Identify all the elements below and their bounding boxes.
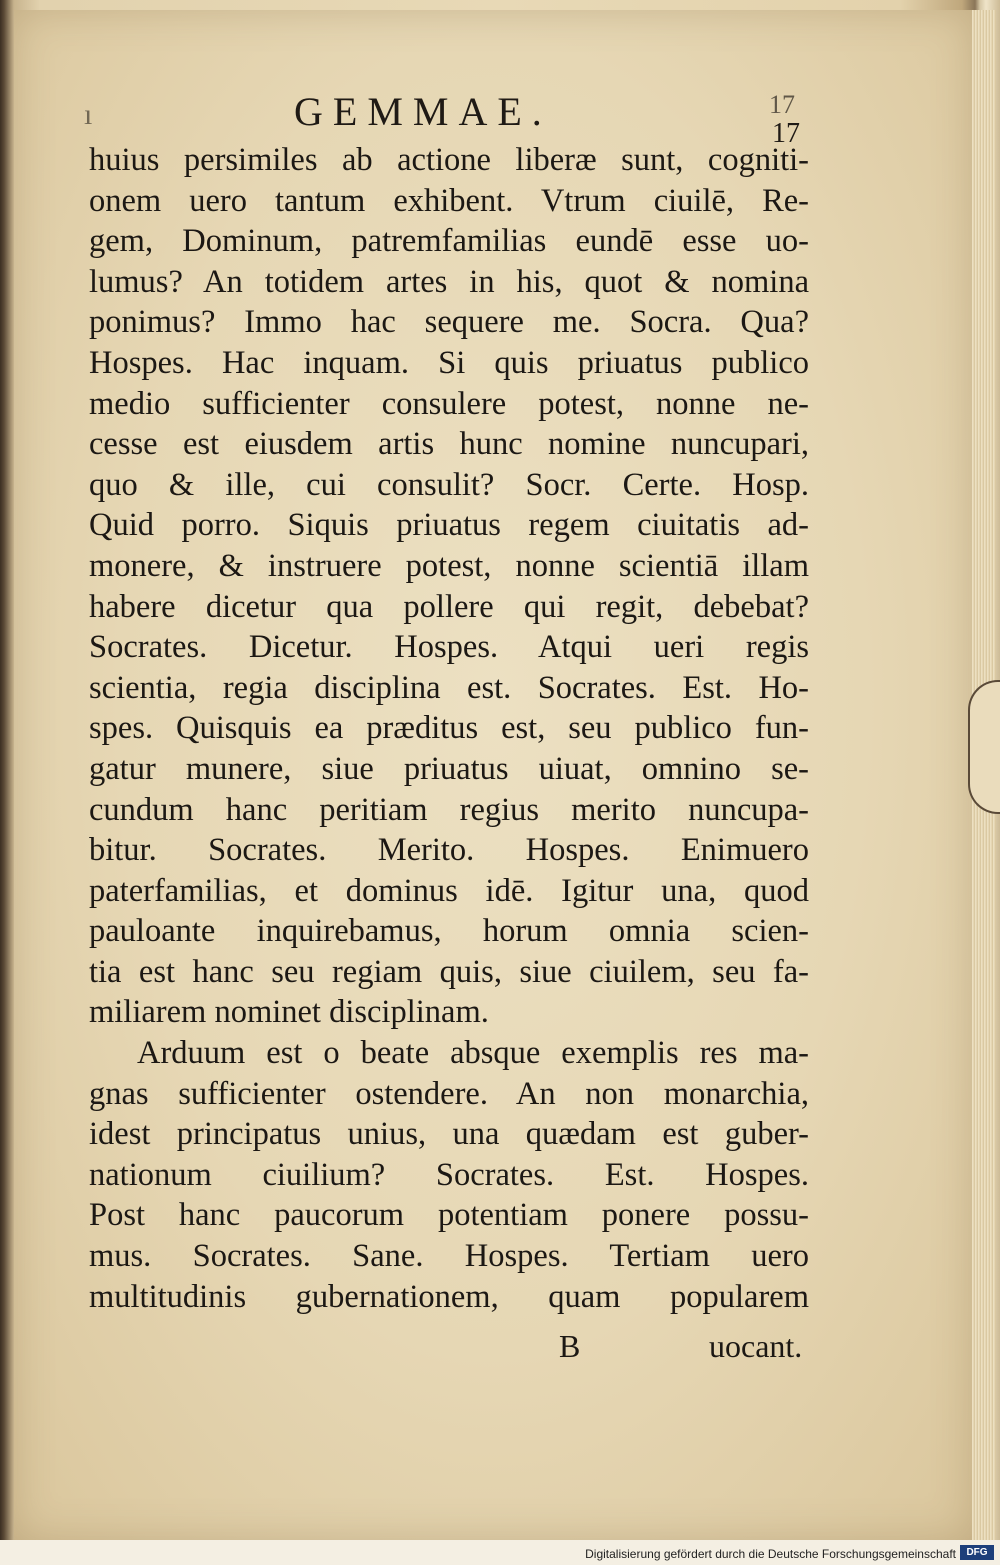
digitization-note: Digitalisierung gefördert durch die Deutsche Forschungsgemeinschaft xyxy=(585,1547,956,1561)
text-line: medio sufficienter consulere potest, nonne ne- xyxy=(89,385,809,422)
text-line: scientia, regia disciplina est. Socrates. Est. Ho- xyxy=(89,669,809,706)
text-line: bitur. Socrates. Merito. Hospes. Enimuero xyxy=(89,832,809,869)
text-line: Post hanc paucorum potentiam ponere possu- xyxy=(89,1197,809,1234)
text-line: idest principatus unius, una quædam est guber- xyxy=(89,1116,809,1153)
folio-number: 17 xyxy=(772,118,800,149)
text-line: cesse est eiusdem artis hunc nomine nuncupari, xyxy=(89,426,809,463)
page-header xyxy=(74,88,814,148)
signature-mark: B xyxy=(559,1328,581,1364)
text-line: Quid porro. Siquis priuatus regem ciuitatis ad- xyxy=(89,507,809,544)
page-footer xyxy=(89,1328,809,1368)
page-tab xyxy=(968,680,1000,814)
text-line: multitudinis gubernationem, quam popularem xyxy=(89,1278,809,1315)
stray-mark: ı xyxy=(84,98,93,131)
text-line: monere, & instruere potest, nonne scientiā illam xyxy=(89,547,809,584)
folio-number-faint: 17 xyxy=(769,90,795,119)
catchword: uocant. xyxy=(709,1328,803,1364)
text-line: cundum hanc peritiam regius merito nuncupa- xyxy=(89,791,809,828)
book-page xyxy=(14,10,972,1540)
text-line: gatur munere, siue priuatus uiuat, omnino se- xyxy=(89,750,809,787)
text-line: ponimus? Immo hac sequere me. Socra. Qua? xyxy=(89,304,809,341)
text-line: gnas sufficienter ostendere. An non monarchia, xyxy=(89,1075,809,1112)
text-line: tia est hanc seu regiam quis, siue ciuilem, seu fa- xyxy=(89,953,809,990)
text-line: Hospes. Hac inquam. Si quis priuatus publico xyxy=(89,344,809,381)
dfg-logo: DFG xyxy=(960,1545,994,1560)
text-line: paterfamilias, et dominus idē. Igitur una, quod xyxy=(89,872,809,909)
paragraph-start-line: Arduum est o beate absque exemplis res ma- xyxy=(137,1035,809,1072)
text-line: Socrates. Dicetur. Hospes. Atqui ueri regis xyxy=(89,629,809,666)
text-line: lumus? An totidem artes in his, quot & nomina xyxy=(89,263,809,300)
text-line: pauloante inquirebamus, horum omnia scien- xyxy=(89,913,809,950)
text-line: gem, Dominum, patremfamilias eundē esse uo- xyxy=(89,223,809,260)
text-line: huius persimiles ab actione liberæ sunt, cogniti- xyxy=(89,142,809,178)
text-line: mus. Socrates. Sane. Hospes. Tertiam uero xyxy=(89,1238,809,1275)
text-line: onem uero tantum exhibent. Vtrum ciuilē, Re- xyxy=(89,182,809,219)
text-line: quo & ille, cui consulit? Socr. Certe. Hosp. xyxy=(89,466,809,503)
text-line: spes. Quisquis ea præditus est, seu publico fun- xyxy=(89,710,809,747)
text-line: nationum ciuilium? Socrates. Est. Hospes. xyxy=(89,1156,809,1193)
body-text xyxy=(89,140,809,1317)
text-line: miliarem nominet disciplinam. xyxy=(89,994,489,1031)
text-line: habere dicetur qua pollere qui regit, debebat? xyxy=(89,588,809,625)
running-title: GEMMAE. xyxy=(294,89,552,134)
